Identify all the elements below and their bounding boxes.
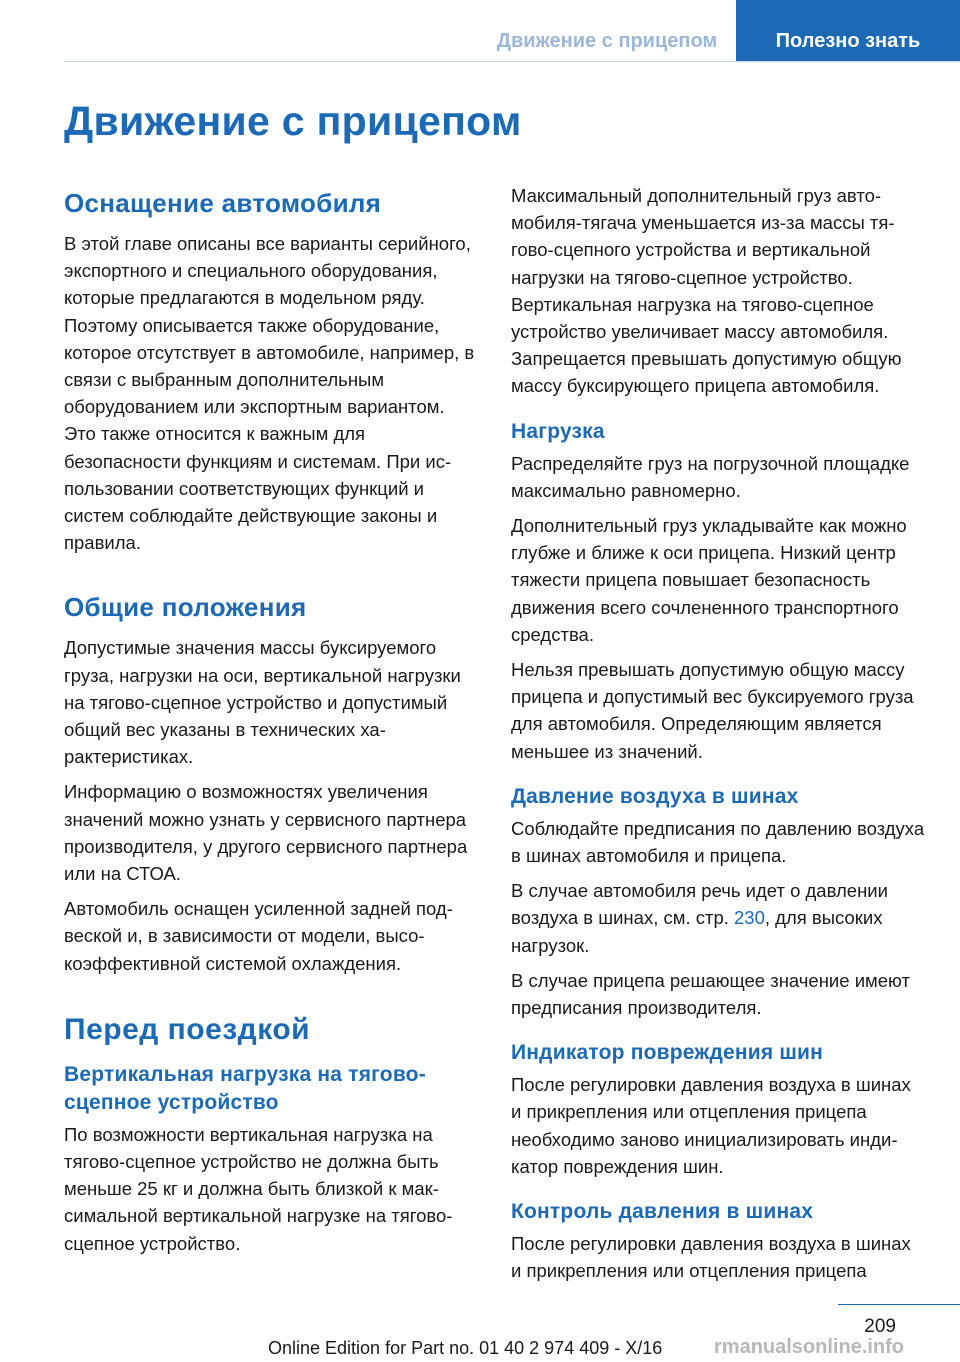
tire-pressure-paragraph-3: В случае прицепа решающее значение имеют предписания производителя. [511,969,910,1019]
tire-pressure-paragraph-1: Соблюдайте предписания по давлению воздуха в шинах автомобиля и прицепа. [511,817,925,867]
damage-indicator-section [511,1039,926,1180]
edition-text: Online Edition for Part no. 01 40 2 974 409 - X/16 [268,1338,663,1358]
load-section [511,418,926,765]
load-paragraph-2: Дополнительный груз укладывайте как можно глубже и ближе к оси прицепа. Низкий центр тяжести прицепа повышает безопасность движения всего сочлененного транспортного средства. [511,515,907,645]
watermark: rmanualsonline.info [714,1336,905,1358]
footer-rule [838,1304,960,1305]
tire-pressure-section [511,783,926,1021]
load-heading: Нагрузка [511,419,605,443]
load-paragraph-1: Распределяйте груз на погрузочной площадке максимально равномерно. [511,452,910,501]
general-paragraph-1: Допустимые значения массы буксируемого груза, нагрузки на оси, вертикальной нагрузки на тягово-сцепное устройство и допустимый общий вес указаны в технических характеристиках. [64,637,461,768]
general-section [64,590,479,976]
header-rule [64,61,960,62]
pressure-monitor-section [511,1198,926,1284]
page-reference-link[interactable]: 230 [734,907,765,929]
chapter-tab[interactable]: Полезно знать [736,0,960,62]
max-load-paragraph: Максимальный дополнительный груз автомобиля-тягача уменьшается из-за массы тягово-сцепного устройства и вертикальной нагрузки на тягово-сцепное устройство. Вертикальная нагрузка на тягово-сцепное устройство увеличивает массу автомобиля. Запрещается превышать допустимую общую массу буксирующего прицепа автомобиля. [511,185,902,397]
page-number: 209 [864,1316,896,1337]
general-heading: Общие положения [64,592,307,623]
pressure-monitor-body: После регулировки давления воздуха в шинах и прикрепления или отцепления прицепа [511,1233,911,1282]
tire-pressure-paragraph-2 [511,877,926,959]
page-title: Движение с прицепом [64,98,522,144]
equipment-section [64,186,479,556]
load-paragraph-3: Нельзя превышать допустимую общую массу прицепа и допустимый вес буксируемого груза для автомобиля. Определяющим является меньшее из значений. [511,659,914,762]
general-paragraph-2: Информацию о возможностях увеличения значений можно узнать у сервисного партнера производителя, у другого сервисного партнера или на СТОА. [64,781,468,885]
tire-pressure-text-after: , для высоких нагрузок. [511,907,883,956]
pressure-monitor-heading: Контроль давления в шинах [511,1200,814,1224]
before-trip-heading: Перед поездкой [64,1012,311,1046]
section-tab[interactable]: Движение с прицепом [496,30,718,52]
before-trip-section [64,1011,479,1257]
tire-pressure-heading: Давление воздуха в шинах [511,784,799,808]
general-paragraph-3: Автомобиль оснащен усиленной задней подвеской и, в зависимости от модели, высокоэффективной системой охлаждения. [64,898,453,974]
page-header [0,0,960,62]
equipment-heading: Оснащение автомобиля [64,188,382,218]
page-footer [0,1296,960,1362]
vertical-load-heading: Вертикальная нагрузка на тягово-сцепное устройство [64,1062,426,1114]
tire-pressure-text-before: В случае автомобиля речь идет о давлении воздуха в шинах, см. стр. [511,880,888,929]
vertical-load-body: По возможности вертикальная нагрузка на тягово-сцепное устройство не должна быть меньше 25 кг и должна быть близкой к максимальной вертикальной нагрузке на тягово-сцепное устройство. [64,1123,453,1254]
damage-indicator-heading: Индикатор повреждения шин [511,1041,824,1065]
right-column [511,182,926,1293]
left-column [64,186,479,1265]
equipment-body: В этой главе описаны все варианты серийного, экспортного и специального оборудования, которые предлагаются в модельном ряду. Поэтому описывается также оборудование, которое отсутствует в автомобиле, например, в связи с выбранным дополнительным оборудованием или экспортным вариантом. Это также относится к важным для безопасности функциям и системам. При использовании соответствующих функций и систем соблюдайте действующие законы и правила. [64,233,475,554]
damage-indicator-body: После регулировки давления воздуха в шинах и прикрепления или отцепления прицепа необходимо заново инициализировать индикатор повреждения шин. [511,1074,911,1177]
